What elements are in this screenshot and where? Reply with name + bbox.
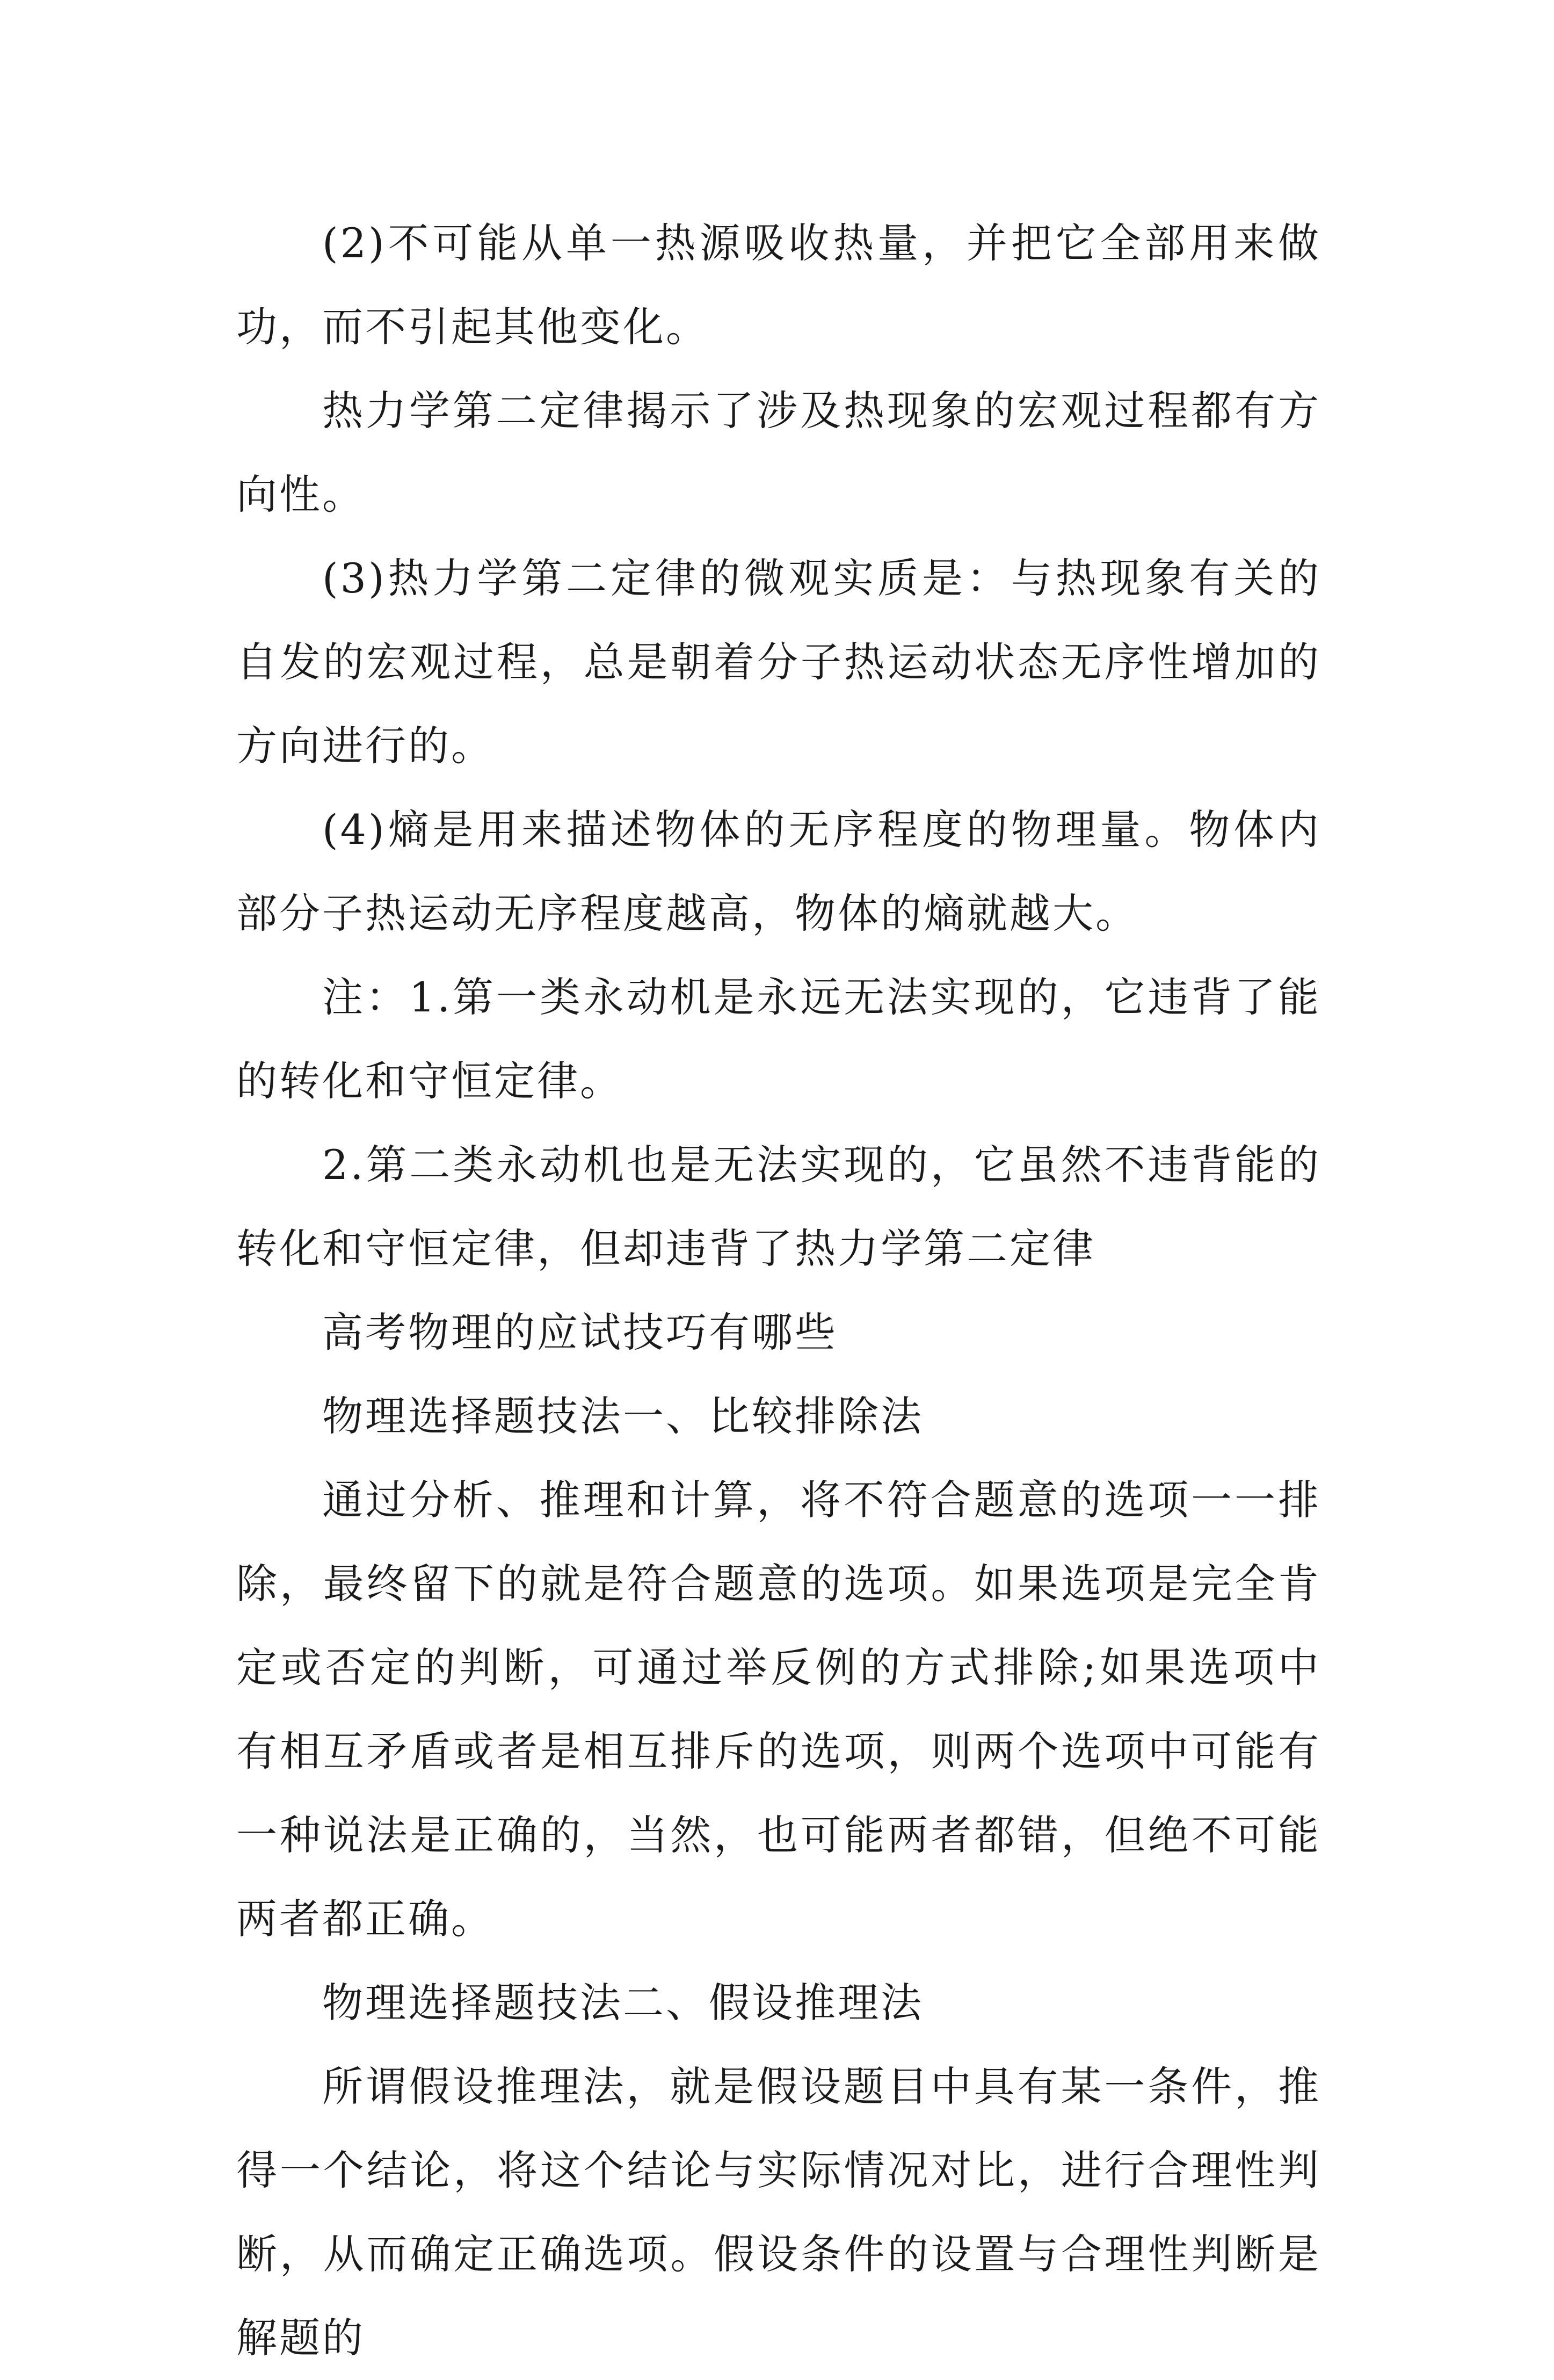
subheading-technique-one: 物理选择题技法一、比较排除法 (322, 1392, 924, 1440)
paragraph-note-second-kind: 2.第二类永动机也是无法实现的，它虽然不违背能的转化和守恒定律，但却违背了热力学第二定律 (236, 1141, 1321, 1272)
document-body (236, 201, 1321, 2380)
section-heading-exam-tips: 高考物理的应试技巧有哪些 (322, 1308, 838, 1356)
paragraph-second-law-direction: 热力学第二定律揭示了涉及热现象的宏观过程都有方向性。 (236, 387, 1321, 518)
paragraph-technique-one: 通过分析、推理和计算，将不符合题意的选项一一排除，最终留下的就是符合题意的选项。如果选项是完全肯定或否定的判断，可通过举反例的方式排除;如果选项中有相互矛盾或者是相互排斥的选项，则两个选项中可能有一种说法是正确的，当然，也可能两者都错，但绝不可能两者都正确。 (236, 1476, 1321, 1943)
paragraph-second-law-statement-2: (2)不可能从单一热源吸收热量，并把它全部用来做功，而不引起其他变化。 (236, 219, 1321, 351)
paragraph-technique-two: 所谓假设推理法，就是假设题目中具有某一条件，推得一个结论，将这个结论与实际情况对比，进行合理性判断，从而确定正确选项。假设条件的设置与合理性判断是解题的 (236, 2063, 1321, 2362)
paragraph-note-first-kind: 注：1.第一类永动机是永远无法实现的，它违背了能的转化和守恒定律。 (236, 973, 1321, 1105)
paragraph-entropy: (4)熵是用来描述物体的无序程度的物理量。物体内部分子热运动无序程度越高，物体的熵就越大。 (236, 806, 1321, 937)
paragraph-second-law-micro: (3)热力学第二定律的微观实质是：与热现象有关的自发的宏观过程，总是朝着分子热运动状态无序性增加的方向进行的。 (236, 554, 1321, 770)
subheading-technique-two: 物理选择题技法二、假设推理法 (322, 1979, 924, 2027)
